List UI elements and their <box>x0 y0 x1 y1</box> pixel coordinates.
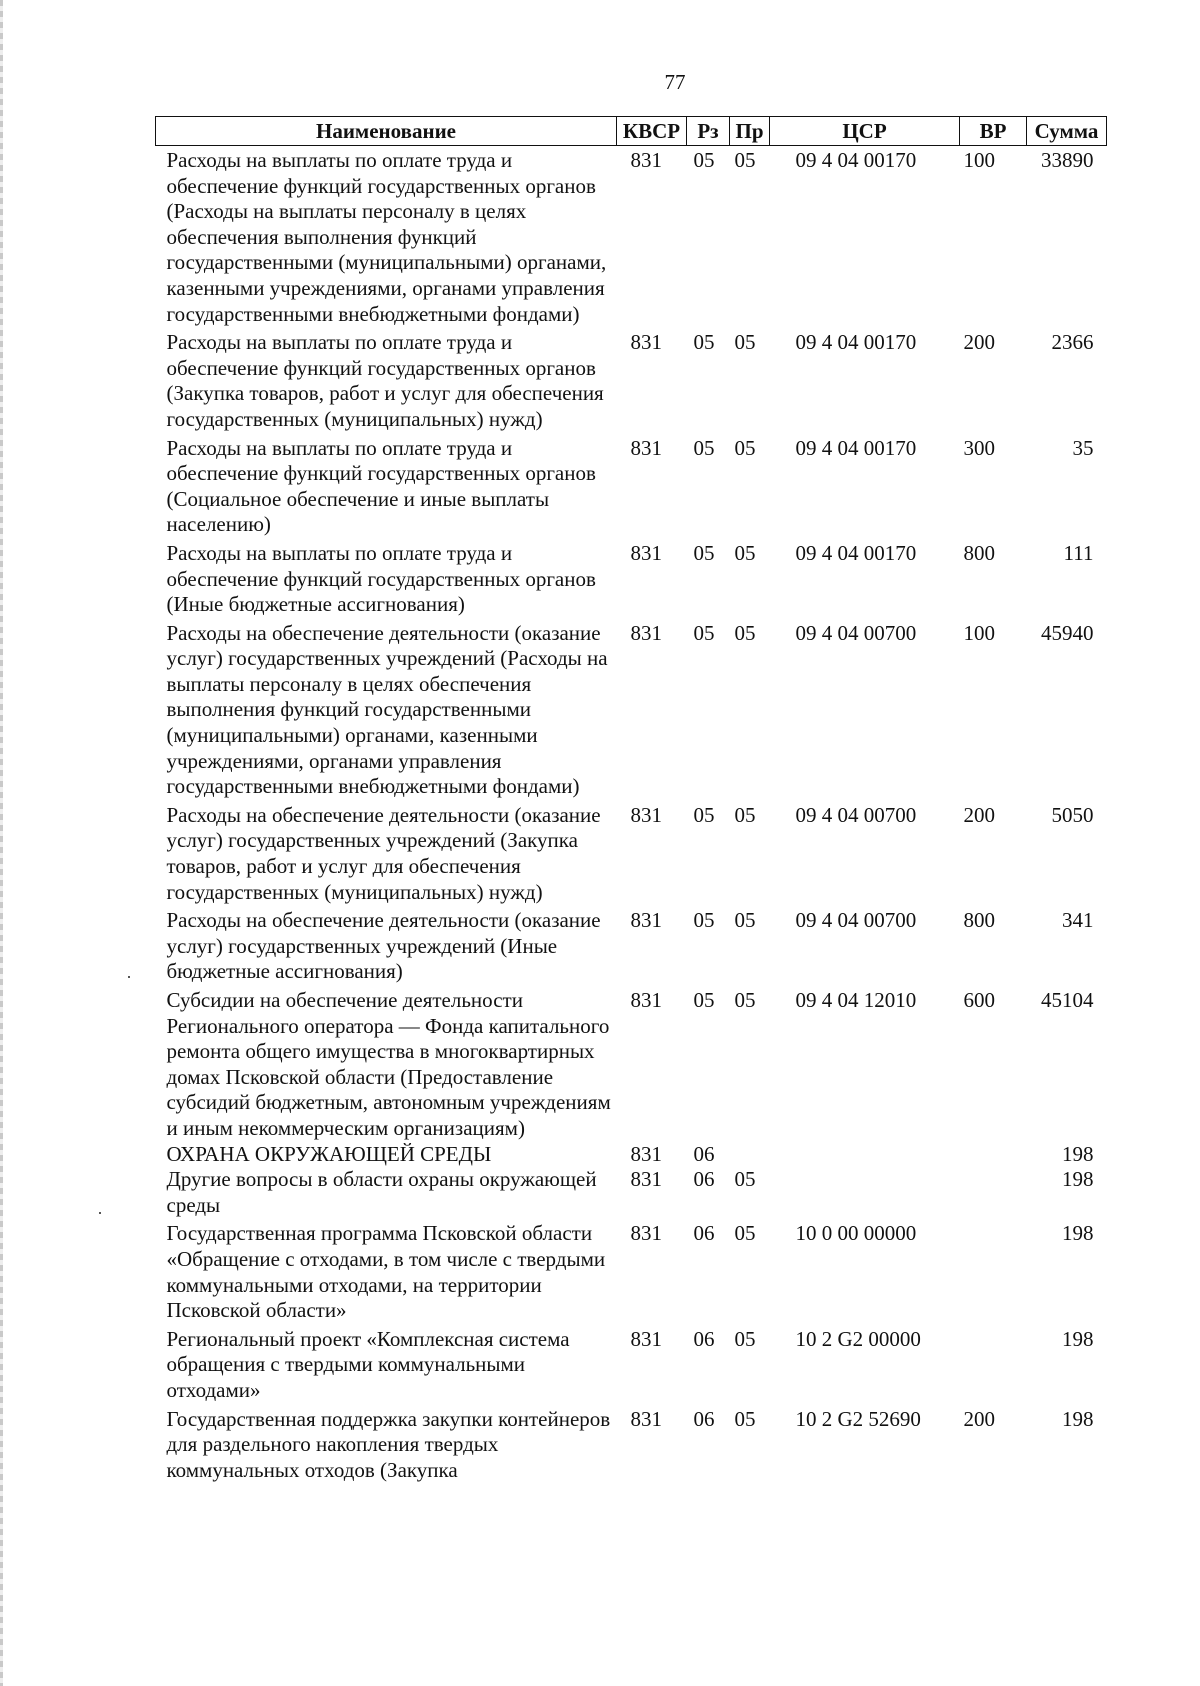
cell-name: Государственная поддержка закупки контейнеров для раздельного накопления твердых коммунальных отходов (Закупка <box>166 1406 611 1482</box>
cell-rz: 05 <box>693 435 715 460</box>
header-row <box>156 117 1107 146</box>
cell-rz: 05 <box>693 330 715 355</box>
cell-pr: 05 <box>734 435 756 460</box>
cell-kvsr: 831 <box>630 1406 662 1431</box>
table-row <box>156 327 1107 432</box>
cell-kvsr: 831 <box>630 1141 662 1166</box>
cell-name: Расходы на обеспечение деятельности (оказание услуг) государственных учреждений (Закупка товаров, работ и услуг для обеспечения государственных (муниципальных) нужд) <box>166 802 601 904</box>
cell-name: Региональный проект «Комплексная система обращения с твердыми коммунальными отходами» <box>166 1326 570 1402</box>
cell-sum: 33890 <box>1041 148 1094 172</box>
table-row <box>156 146 1107 328</box>
cell-rz: 05 <box>693 148 715 172</box>
cell-sum: 45940 <box>1041 620 1094 645</box>
budget-table <box>155 116 1107 1483</box>
cell-vr <box>960 1218 1027 1323</box>
cell-name: Расходы на выплаты по оплате труда и обеспечение функций государственных органов (Иные бюджетные ассигнования) <box>166 540 596 617</box>
table-row <box>156 1167 1107 1218</box>
cell-pr: 05 <box>734 620 756 645</box>
cell-pr: 05 <box>734 1167 756 1192</box>
cell-csr: 10 0 00 00000 <box>795 1221 917 1246</box>
cell-kvsr: 831 <box>630 330 662 355</box>
cell-vr <box>960 1142 1027 1168</box>
table-row <box>156 538 1107 618</box>
cell-name: Расходы на выплаты по оплате труда и обеспечение функций государственных органов (Расходы на выплаты персоналу в целях обеспечения выполнения функций государственными (муниципальными) органами, казенными учреждениями, органами управления государственными внебюджетными фондами) <box>166 148 607 326</box>
cell-kvsr: 831 <box>630 1167 662 1192</box>
cell-pr: 05 <box>734 908 756 933</box>
table-row <box>156 905 1107 985</box>
cell-name: Расходы на обеспечение деятельности (оказание услуг) государственных учреждений (Расходы на выплаты персоналу в целях обеспечения выполнения функций государственными (муниципальными) органами, казенными учреждениями, органами управления государственными внебюджетными фондами) <box>166 620 608 799</box>
cell-csr: 09 4 04 00170 <box>795 148 917 172</box>
cell-kvsr: 831 <box>630 908 662 933</box>
table-row <box>156 1218 1107 1323</box>
header-csr: ЦСР <box>770 117 960 146</box>
cell-csr: 09 4 04 00700 <box>795 802 917 827</box>
cell-sum: 111 <box>1063 540 1094 565</box>
cell-csr: 09 4 04 00700 <box>795 620 917 645</box>
table-header <box>156 117 1107 146</box>
table-row <box>156 618 1107 800</box>
cell-vr: 800 <box>963 540 995 565</box>
cell-kvsr: 831 <box>630 802 662 827</box>
cell-pr: 05 <box>734 330 756 355</box>
table-row <box>156 985 1107 1142</box>
cell-name: Государственная программа Псковской области «Обращение с отходами, в том числе с твердыми коммунальными отходами, на территории Псковской области» <box>166 1221 606 1323</box>
cell-name: Расходы на выплаты по оплате труда и обеспечение функций государственных органов (Закупка товаров, работ и услуг для обеспечения государственных (муниципальных) нужд) <box>166 330 604 431</box>
cell-csr: 10 2 G2 52690 <box>795 1406 921 1431</box>
header-kvsr: КВСР <box>617 117 687 146</box>
cell-pr: 05 <box>734 148 756 172</box>
cell-sum: 2366 <box>1051 330 1094 355</box>
cell-rz: 05 <box>693 540 715 565</box>
header-sum: Сумма <box>1027 117 1107 146</box>
cell-vr: 100 <box>963 620 995 645</box>
table-body <box>156 146 1107 1484</box>
scan-speck <box>99 1212 101 1214</box>
cell-pr: 05 <box>734 988 756 1012</box>
cell-kvsr: 831 <box>630 620 662 645</box>
cell-pr <box>730 1142 770 1168</box>
scan-edge-artifact <box>0 0 3 1686</box>
cell-pr: 05 <box>734 1221 756 1246</box>
cell-vr: 200 <box>963 802 995 827</box>
cell-sum: 198 <box>1062 1406 1094 1431</box>
header-vr: ВР <box>960 117 1027 146</box>
cell-kvsr: 831 <box>630 435 662 460</box>
cell-rz: 05 <box>693 620 715 645</box>
cell-sum: 198 <box>1062 1221 1094 1246</box>
cell-csr: 09 4 04 12010 <box>795 988 917 1012</box>
cell-kvsr: 831 <box>630 148 662 172</box>
cell-pr: 05 <box>734 1406 756 1431</box>
header-rz: Рз <box>687 117 730 146</box>
cell-vr: 800 <box>963 908 995 933</box>
cell-vr <box>960 1324 1027 1404</box>
cell-rz: 05 <box>693 802 715 827</box>
table-row <box>156 1404 1107 1484</box>
cell-csr: 09 4 04 00170 <box>795 540 917 565</box>
cell-kvsr: 831 <box>630 988 662 1012</box>
cell-vr: 200 <box>963 330 995 355</box>
cell-rz: 06 <box>693 1141 715 1166</box>
cell-csr <box>770 1167 960 1218</box>
cell-rz: 05 <box>693 908 715 933</box>
cell-sum: 198 <box>1062 1326 1094 1351</box>
cell-kvsr: 831 <box>630 540 662 565</box>
scan-speck <box>128 976 130 978</box>
cell-sum: 198 <box>1062 1167 1094 1192</box>
cell-vr <box>960 1167 1027 1218</box>
cell-rz: 05 <box>693 988 715 1012</box>
cell-csr: 09 4 04 00700 <box>795 908 917 933</box>
table-row <box>156 1324 1107 1404</box>
cell-sum: 35 <box>1072 435 1094 460</box>
cell-sum: 5050 <box>1051 802 1094 827</box>
cell-sum: 198 <box>1062 1141 1094 1166</box>
cell-name: Расходы на обеспечение деятельности (оказание услуг) государственных учреждений (Иные бюджетные ассигнования) <box>166 908 601 984</box>
cell-rz: 06 <box>693 1167 715 1192</box>
cell-name: Другие вопросы в области охраны окружающей среды <box>166 1167 597 1217</box>
cell-csr <box>770 1142 960 1168</box>
table-row <box>156 800 1107 905</box>
header-pr: Пр <box>730 117 770 146</box>
table-row <box>156 1142 1107 1168</box>
cell-kvsr: 831 <box>630 1326 662 1351</box>
table-row <box>156 433 1107 538</box>
cell-rz: 06 <box>693 1326 715 1351</box>
cell-name: Субсидии на обеспечение деятельности Регионального оператора — Фонда капитального ремонта общего имущества в многоквартирных домах Псковской области (Предоставление субсидий бюджетным, автономным учреждениям и иным некоммерческим организациям) <box>166 988 611 1140</box>
cell-sum: 45104 <box>1041 988 1094 1012</box>
cell-pr: 05 <box>734 1326 756 1351</box>
cell-name: Расходы на выплаты по оплате труда и обеспечение функций государственных органов (Социальное обеспечение и иные выплаты населению) <box>166 435 596 537</box>
header-name: Наименование <box>156 117 617 146</box>
cell-name: ОХРАНА ОКРУЖАЮЩЕЙ СРЕДЫ <box>166 1141 492 1166</box>
cell-rz: 06 <box>693 1221 715 1246</box>
cell-pr: 05 <box>734 802 756 827</box>
cell-vr: 100 <box>963 148 995 172</box>
cell-csr: 09 4 04 00170 <box>795 435 917 460</box>
page-number: 77 <box>664 70 686 94</box>
cell-sum: 341 <box>1062 908 1094 933</box>
cell-vr: 200 <box>963 1406 995 1431</box>
cell-csr: 10 2 G2 00000 <box>795 1326 921 1351</box>
cell-vr: 600 <box>963 988 995 1012</box>
cell-pr: 05 <box>734 540 756 565</box>
cell-kvsr: 831 <box>630 1221 662 1246</box>
cell-csr: 09 4 04 00170 <box>795 330 917 355</box>
cell-vr: 300 <box>963 435 995 460</box>
cell-rz: 06 <box>693 1406 715 1431</box>
